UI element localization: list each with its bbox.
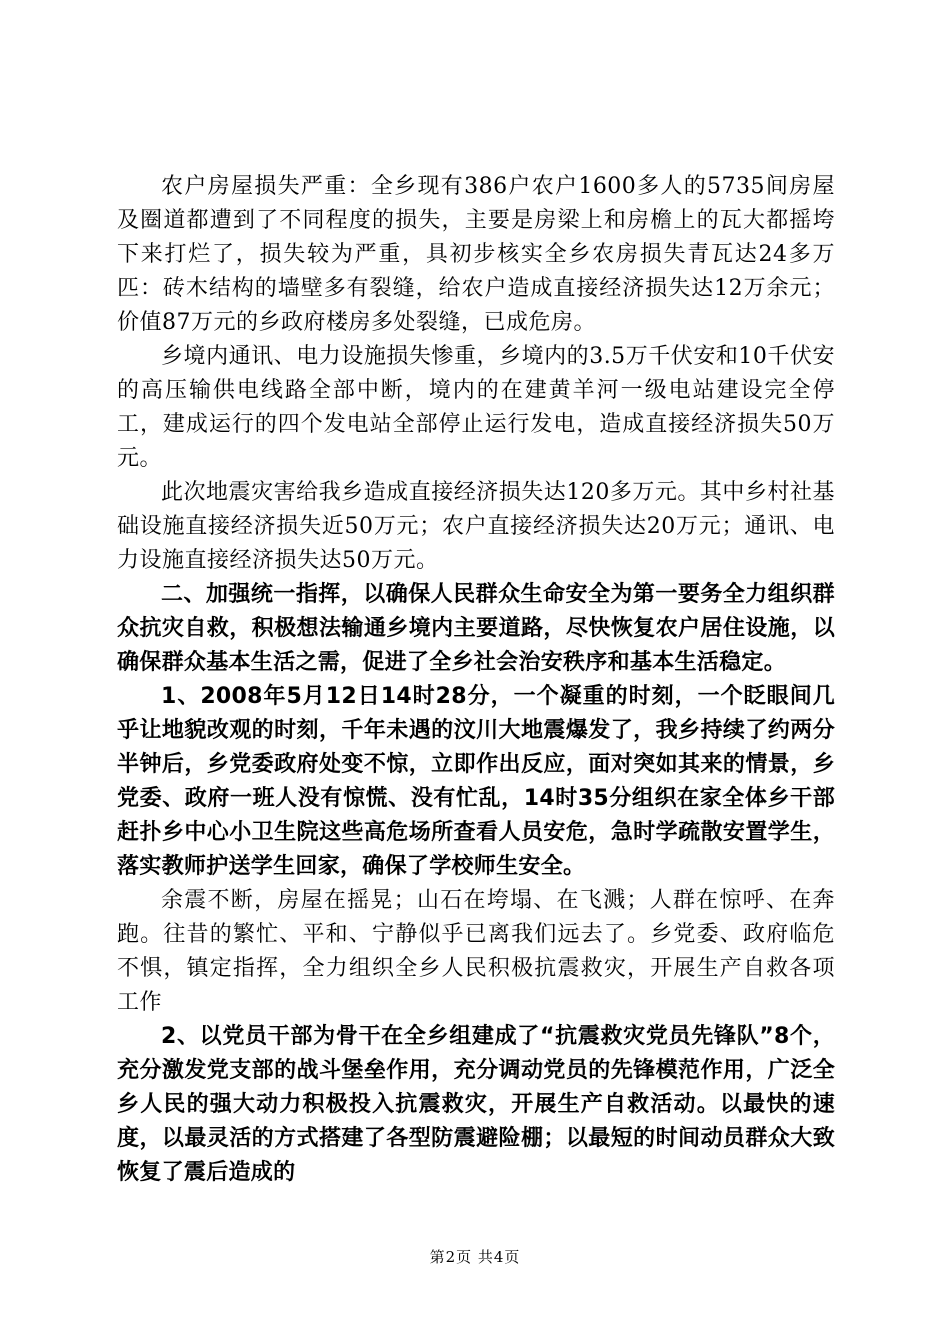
page-number-footer: 第2页 共4页	[429, 1248, 521, 1266]
paragraph-item-two: 2、以党员干部为骨干在全乡组建成了“抗震救灾党员先锋队”8个，充分激发党支部的战斗堡垒作用，充分调动党员的先锋模范作用，广泛全乡人民的强大动力积极投入抗震救灾，开展生产自救活动。以最快的速度，以最灵活的方式搭建了各型防震避险棚；以最短的时间动员群众大致恢复了震后造成的	[117, 1024, 835, 1185]
paragraph-total-loss: 此次地震灾害给我乡造成直接经济损失达120多万元。其中乡村社基础设施直接经济损失近50万元；农户直接经济损失达20万元；通讯、电力设施直接经济损失达50万元。	[117, 480, 835, 573]
document-body	[117, 170, 835, 1190]
paragraph-item-one: 1、2008年5月12日14时28分，一个凝重的时刻，一个眨眼间几乎让地貌改观的时刻，千年未遇的汶川大地震爆发了，我乡持续了约两分半钟后，乡党委政府处变不惊，立即作出反应，面对突如其来的情景，乡党委、政府一班人没有惊慌、没有忙乱，14时35分组织在家全体乡干部赶扑乡中心小卫生院这些高危场所查看人员安危，急时学疏散安置学生，落实教师护送学生回家，确保了学校师生安全。	[117, 684, 835, 879]
paragraph-house-damage: 农户房屋损失严重：全乡现有386户农户1600多人的5735间房屋及圈道都遭到了不同程度的损失，主要是房梁上和房檐上的瓦大都摇垮下来打烂了，损失较为严重，具初步核实全乡农房损失青瓦达24多万匹：砖木结构的墙壁多有裂缝，给农户造成直接经济损失达12万余元；价值87万元的乡政府楼房多处裂缝，已成危房。	[117, 174, 835, 335]
section-heading-two: 二、加强统一指挥，以确保人民群众生命安全为第一要务全力组织群众抗灾自救，积极想法输通乡境内主要道路，尽快恢复农户居住设施，以确保群众基本生活之需，促进了全乡社会治安秩序和基本生活稳定。	[117, 582, 835, 675]
paragraph-aftershock: 余震不断，房屋在摇晃；山石在垮塌、在飞溅；人群在惊呼、在奔跑。往昔的繁忙、平和、宁静似乎已离我们远去了。乡党委、政府临危不惧，镇定指挥，全力组织全乡人民积极抗震救灾，开展生产自救各项工作	[117, 888, 835, 1015]
paragraph-power-damage: 乡境内通讯、电力设施损失惨重，乡境内的3.5万千伏安和10千伏安的高压输供电线路全部中断，境内的在建黄羊河一级电站建设完全停工，建成运行的四个发电站全部停止运行发电，造成直接经济损失50万元。	[117, 344, 835, 471]
